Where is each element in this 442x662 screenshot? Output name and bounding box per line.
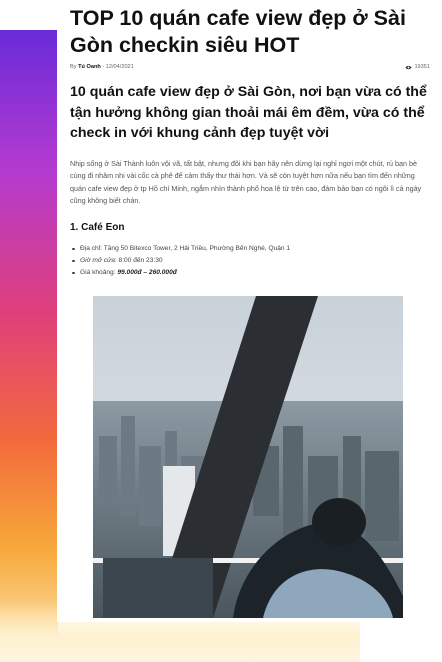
article-card bbox=[57, 0, 442, 622]
eye-icon bbox=[405, 65, 412, 70]
publish-date: 12/04/2021 bbox=[105, 64, 134, 70]
article-content bbox=[70, 0, 430, 279]
cafe-info-list bbox=[70, 243, 430, 279]
decorative-gradient-strip bbox=[0, 30, 58, 662]
city-view-illustration bbox=[93, 296, 403, 618]
by-label: By bbox=[70, 64, 77, 70]
view-count bbox=[405, 64, 430, 70]
info-price bbox=[70, 267, 430, 279]
price-value: 99.000đ – 260.000đ bbox=[117, 268, 177, 276]
article-title: TOP 10 quán cafe view đẹp ở Sài Gòn checkin siêu HOT bbox=[70, 6, 406, 57]
info-hours bbox=[70, 255, 430, 267]
hours-label: Giờ mở cửa bbox=[80, 256, 115, 264]
info-address bbox=[70, 243, 430, 255]
cafe-eon-photo bbox=[93, 296, 403, 618]
price-label: Giá khoảng: bbox=[80, 268, 118, 276]
address-label: Địa chỉ: bbox=[80, 244, 104, 252]
article-meta bbox=[70, 63, 430, 71]
article-intro: Nhịp sống ở Sài Thành luôn vội vã, tất bật, nhưng đôi khi bạn hãy nên dừng lại nghỉ ngơi một chút, rủ bạn bè cùng đi nhâm nhi vài cốc cà phê để cảm thấy thư thái hơn. Và sẽ còn tuyệt hơn nữa nếu bạn tìm đến những quán cafe view đẹp ở tp Hồ chí Minh, ngắm nhìn thành phố hoa lệ từ trên cao, đảm bảo bạn có ngõi lì cả ngày cũng không biết chán. bbox=[70, 158, 422, 206]
hours-value: : 8:00 đến 23:30 bbox=[114, 256, 163, 264]
author-link[interactable]: Tú Oanh bbox=[78, 64, 101, 70]
article-lead: 10 quán cafe view đẹp ở Sài Gòn, nơi bạn vừa có thể tận hưởng không gian thoải mái êm đềm, vừa có thể check in với khung cảnh đẹp tuyệt vời bbox=[70, 84, 427, 141]
byline bbox=[70, 64, 134, 70]
address-value: Tầng 50 Bitexco Tower, 2 Hải Triều, Phường Bến Nghé, Quận 1 bbox=[103, 244, 291, 252]
view-count-value: 19351 bbox=[414, 64, 430, 70]
section-heading-cafe-eon: 1. Café Eon bbox=[70, 221, 125, 233]
meta-separator: - bbox=[102, 64, 105, 70]
